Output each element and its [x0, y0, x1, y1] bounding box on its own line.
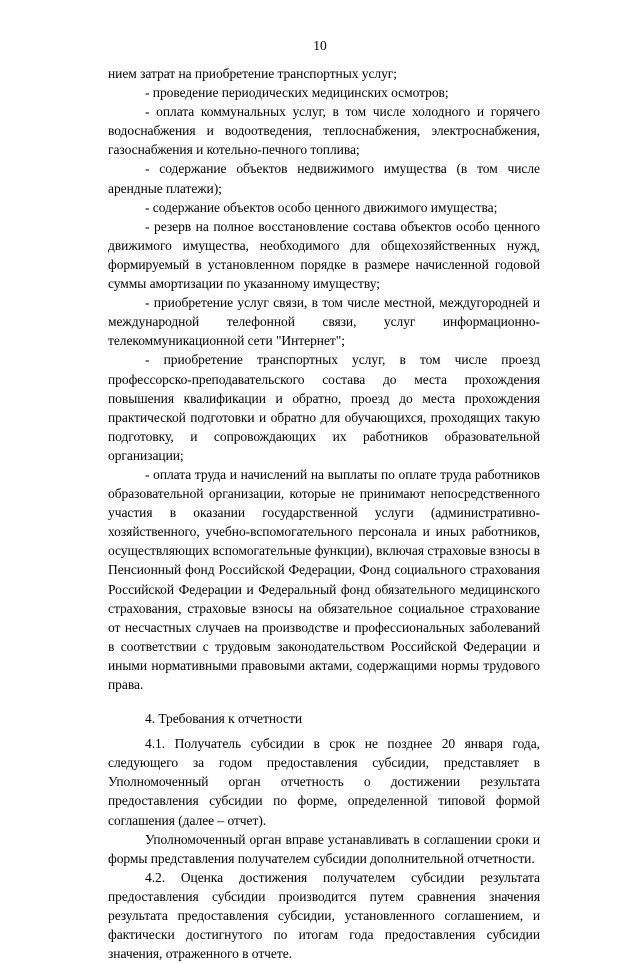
list-item-movable-property-maintenance: - содержание объектов особо ценного движимого имущества;	[145, 199, 498, 215]
list-item-labor-payment: - оплата труда и начислений на выплаты по оплате труда работников образовательной организации, которые не принимают непосредственного участия в оказании государственной услуги (административно-хозяйственного, учебно-вспомогательного персонала и иных работников, осуществляющих вспомогательные функции), включая страховые взносы в Пенсионный фонд Российской Федерации, Фонд социального страхования Российской Федерации и Федеральный фонд обязательного медицинского страхования, страховые взносы на обязательное социальное страхование от несчастных случаев на производстве и профессиональных заболеваний в соответствии с трудовым законодательством Российской Федерации и иными нормативными правовыми актами, содержащими нормы трудового права.	[108, 466, 540, 692]
paragraph-continuation: нием затрат на приобретение транспортных услуг;	[108, 66, 397, 81]
paragraph-additional-reporting: Уполномоченный орган вправе устанавливать в соглашении сроки и формы представления получателем субсидии дополнительной отчетности.	[108, 831, 540, 866]
list-item-communication-services: - приобретение услуг связи, в том числе местной, междугородней и международной телефонной связи, услуг информационно-телекоммуникационной сети "Интернет";	[108, 295, 540, 349]
list-item-medical-checkups: - проведение периодических медицинских осмотров;	[145, 85, 449, 101]
document-body	[108, 64, 540, 963]
list-item-utilities: - оплата коммунальных услуг, в том числе холодного и горячего водоснабжения и водоотведения, теплоснабжения, электроснабжения, газоснабжения и котельно-печного топлива;	[108, 104, 540, 158]
paragraph-4-2: 4.2. Оценка достижения получателем субсидии результата предоставления субсидии производится путем сравнения значения результата предоставления субсидии, установленного соглашением, и фактически достигнутого по итогам года предоставления субсидии значения, отраженного в отчете.	[108, 869, 540, 962]
page-number: 10	[313, 38, 327, 53]
list-item-real-estate-maintenance: - содержание объектов недвижимого имущества (в том числе арендные платежи);	[108, 161, 540, 196]
section-heading-reporting: 4. Требования к отчетности	[145, 711, 303, 727]
list-item-transport-services: - приобретение транспортных услуг, в том числе проезд профессорско-преподавательского состава до места прохождения повышения квалификации и обратно, проезд до места прохождения практической подготовки и обратно для обучающихся, проходящих такую подготовку, и сопровождающих их работников образовательной организации;	[108, 352, 540, 463]
paragraph-4-1: 4.1. Получатель субсидии в срок не позднее 20 января года, следующего за годом предоставления субсидии, представляет в Уполномоченный орган отчетность о достижении результата предоставления субсидии по форме, определенной типовой формой соглашения (далее – отчет).	[108, 736, 540, 828]
list-item-reserve: - резерв на полное восстановление состава объектов особо ценного движимого имущества, необходимого для общехозяйственных нужд, формируемый в установленном порядке в размере начисленной годовой суммы амортизации по указанному имуществу;	[108, 218, 540, 292]
